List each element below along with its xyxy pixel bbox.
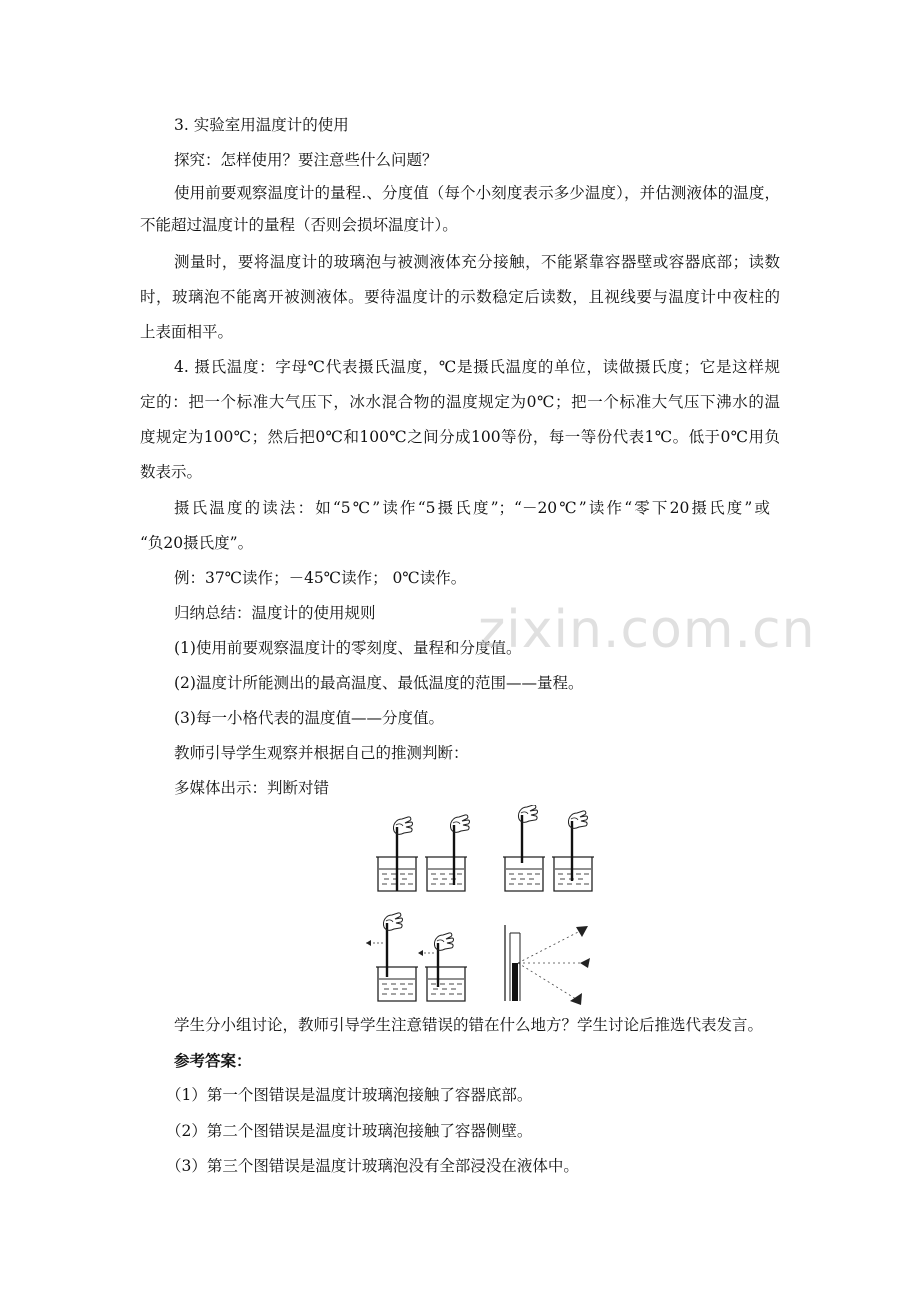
paragraph-discussion: 学生分小组讨论，教师引导学生注意错误的错在什么地方？学生讨论后推选代表发言。 (174, 1016, 764, 1034)
paragraph-measuring-1: 测量时，要将温度计的玻璃泡与被测液体充分接触，不能紧靠容器壁或容器底部；读数 (174, 253, 780, 271)
paragraph-reading-2: “负20摄氏度”。 (140, 534, 254, 552)
rule-item-2: (2)温度计所能测出的最高温度、最低温度的范围——量程。 (174, 674, 584, 692)
paragraph-celsius-2: 定的：把一个标准大气压下，冰水混合物的温度规定为0℃；把一个标准大气压下沸水的温 (140, 393, 780, 411)
answer-item-1: （1）第一个图错误是温度计玻璃泡接触了容器底部。 (166, 1086, 533, 1104)
rule-item-3: (3)每一小格代表的温度值——分度值。 (174, 709, 444, 727)
paragraph-before-use-1: 使用前要观察温度计的量程.、分度值（每个小刻度表示多少温度），并估测液体的温度， (174, 184, 780, 202)
answer-item-2: （2）第二个图错误是温度计玻璃泡接触了容器侧壁。 (166, 1122, 533, 1140)
paragraph-example: 例：37℃读作；－45℃读作； 0℃读作。 (174, 569, 467, 587)
paragraph-before-use-2: 不能超过温度计的量程（否则会损坏温度计）。 (140, 216, 458, 234)
paragraph-summary: 归纳总结：温度计的使用规则 (174, 604, 376, 622)
rule-item-1: (1)使用前要观察温度计的零刻度、量程和分度值。 (174, 639, 522, 657)
watermark: zixin.com.cn (478, 600, 816, 660)
paragraph-celsius-4: 数表示。 (140, 463, 203, 481)
paragraph-celsius-3: 度规定为100℃；然后把0℃和100℃之间分成100等份，每一等份代表1℃。低于0℃用负 (140, 428, 780, 446)
paragraph-multimedia: 多媒体出示：判断对错 (174, 779, 330, 797)
paragraph-inquiry: 探究：怎样使用？要注意些什么问题？ (174, 151, 438, 169)
answer-item-3: （3）第三个图错误是温度计玻璃泡没有全部浸没在液体中。 (166, 1157, 579, 1175)
paragraph-teacher-guide: 教师引导学生观察并根据自己的推测判断： (174, 744, 469, 762)
answers-heading: 参考答案： (174, 1051, 252, 1070)
thermometer-illustration (350, 805, 610, 1005)
paragraph-reading-1: 摄氏温度的读法：如“5℃”读作“5摄氏度”；“－20℃”读作“零下20摄氏度”或 (174, 499, 770, 517)
paragraph-measuring-2: 时，玻璃泡不能离开被测液体。要待温度计的示数稳定后读数，且视线要与温度计中夜柱的 (140, 288, 780, 306)
heading-thermometer-usage: 3. 实验室用温度计的使用 (174, 116, 349, 134)
paragraph-celsius-1: 4. 摄氏温度：字母℃代表摄氏温度，℃是摄氏温度的单位，读做摄氏度；它是这样规 (174, 358, 780, 376)
paragraph-measuring-3: 上表面相平。 (140, 323, 234, 341)
